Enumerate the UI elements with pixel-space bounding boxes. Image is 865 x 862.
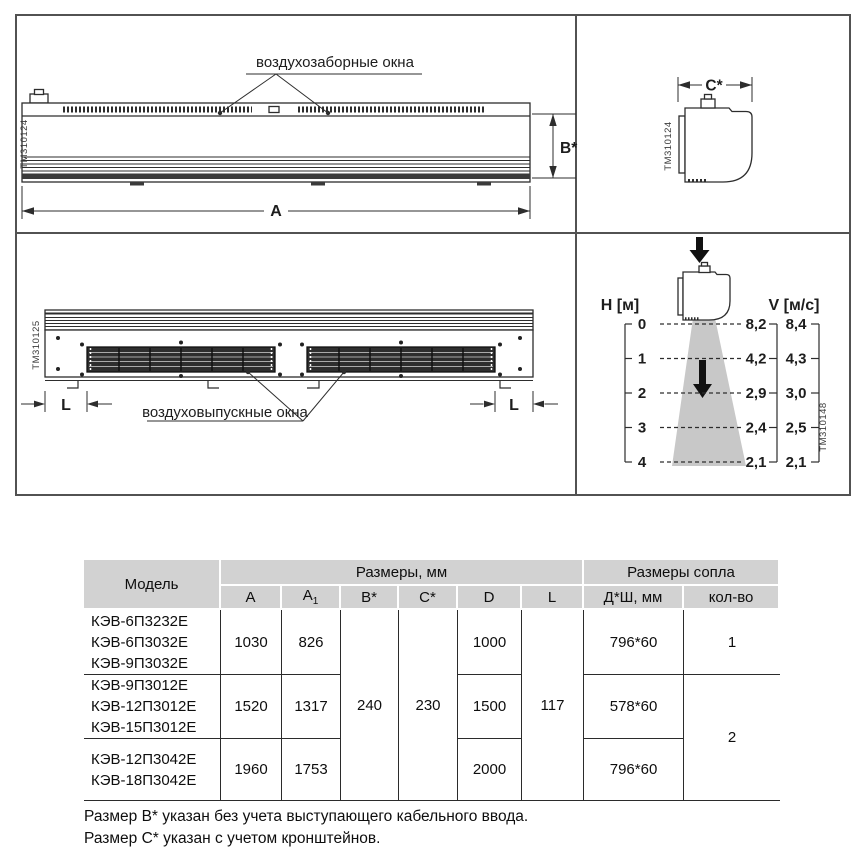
cell-nozzle: 796*60 (584, 739, 684, 801)
air-stream-cone (672, 318, 746, 466)
dimension-a (22, 186, 530, 220)
cell-a1: 1317 (282, 675, 341, 739)
velocity2-1: 4,3 (785, 350, 807, 368)
velocity1-0: 8,2 (745, 316, 767, 333)
velocity2-0: 8,4 (785, 316, 807, 333)
col-group-sizes: Размеры, мм (221, 560, 584, 586)
cell-d: 2000 (458, 739, 522, 801)
tm-code-front: TM310124 (19, 119, 30, 169)
outlet-grille-right (307, 347, 495, 372)
velocity1-4: 2,1 (745, 454, 767, 471)
cell-l-shared: 117 (522, 610, 584, 801)
footnote-b: Размер B* указан без учета выступающего кабельного ввода. (84, 808, 529, 825)
dimension-c (678, 77, 752, 102)
cell-a: 1960 (221, 739, 282, 801)
velocity1-2: 2,9 (745, 385, 767, 402)
side-view-drawing (663, 77, 752, 182)
table-row (84, 610, 780, 675)
unit-body (22, 103, 530, 182)
col-header-model: Модель (84, 560, 221, 610)
col-header-c: C* (399, 586, 458, 610)
col-header-qty: кол-во (684, 586, 780, 610)
dimension-l-left (21, 391, 112, 414)
cell-nozzle: 578*60 (584, 675, 684, 739)
dimensions-table (84, 560, 780, 801)
front-view-drawing (19, 54, 578, 220)
col-header-a1: $A_1$ (282, 586, 341, 610)
tm-code-bottom: TM310125 (31, 320, 42, 370)
velocity1-bracket (769, 324, 777, 462)
technical-drawing (15, 14, 851, 496)
v-axis-label: V [м/с] (768, 297, 820, 314)
dim-l-left-label: L (61, 397, 71, 414)
footnotes (84, 806, 528, 849)
height-tick-4: 4 (637, 454, 647, 471)
dim-c-label: C* (705, 77, 723, 95)
height-tick-0: 0 (637, 316, 647, 333)
footnote-c: Размер C* указан с учетом кронштейнов. (84, 829, 381, 847)
height-tick-3: 3 (637, 419, 647, 437)
tm-code-airflow: TM310148 (818, 402, 829, 452)
model-cell (84, 610, 221, 675)
cell-a1: 826 (282, 610, 341, 675)
intake-windows-label: воздухозаборные окна (256, 54, 414, 71)
height-tick-1: 1 (637, 350, 647, 368)
model-cell (84, 739, 221, 801)
dim-l-right-label: L (509, 397, 519, 414)
cell-a1: 1753 (282, 739, 341, 801)
col-header-nozzle: Д*Ш, мм (584, 586, 684, 610)
h-axis-label: H [м] (600, 297, 640, 314)
airflow-arrow-top-icon (690, 237, 710, 263)
cell-a: 1520 (221, 675, 282, 739)
unit-profile-small (683, 272, 730, 320)
model-name: КЭВ-9П3032Е (91, 654, 189, 672)
cell-c-shared: 230 (399, 610, 458, 801)
cell-a: 1030 (221, 610, 282, 675)
cable-gland-icon (30, 90, 48, 104)
model-name: КЭВ-15П3012Е (91, 719, 197, 736)
cell-nozzle: 796*60 (584, 610, 684, 675)
velocity2-2: 3,0 (785, 385, 807, 402)
unit-profile (685, 108, 752, 182)
airflow-diagram (601, 237, 829, 471)
outlet-windows-label: воздуховыпускные окна (142, 404, 308, 421)
tm-code-side: TM310124 (663, 121, 674, 171)
cell-d: 1500 (458, 675, 522, 739)
model-name: КЭВ-6П3032Е (91, 633, 189, 651)
height-scale (625, 324, 632, 462)
cable-gland-icon (701, 95, 715, 109)
velocity1-3: 2,4 (745, 419, 767, 437)
col-header-b: B* (341, 586, 399, 610)
bottom-view-drawing (21, 310, 558, 421)
velocity2-4: 2,1 (785, 454, 807, 471)
col-header-l: L (522, 586, 584, 610)
col-group-nozzle: Размеры сопла (584, 560, 780, 586)
velocity1-1: 4,2 (745, 350, 767, 368)
col-header-a: A (221, 586, 282, 610)
model-name: КЭВ-12П3012Е (91, 698, 197, 715)
cell-b-shared: 240 (341, 610, 399, 801)
outlet-grille-left (87, 347, 275, 372)
dim-b-label: B* (560, 140, 578, 157)
col-header-d: D (458, 586, 522, 610)
dimension-l-right (470, 391, 558, 414)
velocity2-3: 2,5 (785, 419, 807, 437)
model-name: КЭВ-9П3012Е (91, 677, 189, 694)
model-cell (84, 675, 221, 739)
dim-a-label: A (270, 203, 282, 220)
height-tick-2: 2 (637, 385, 647, 402)
model-name: КЭВ-6П3232Е (91, 612, 189, 630)
dimension-b (532, 114, 578, 178)
cell-qty-shared: 2 (684, 675, 780, 801)
model-name: КЭВ-12П3042Е (91, 750, 197, 768)
cell-qty: 1 (684, 610, 780, 675)
model-name: КЭВ-18П3042Е (91, 771, 197, 789)
cell-d: 1000 (458, 610, 522, 675)
